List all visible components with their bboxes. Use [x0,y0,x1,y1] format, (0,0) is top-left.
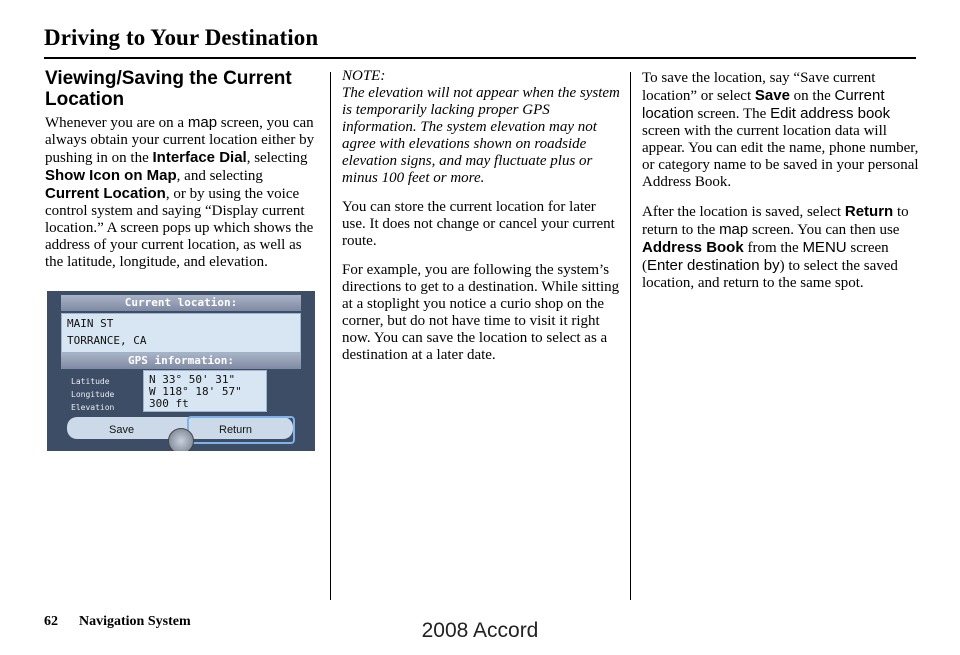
section-heading: Viewing/Saving the Current Location [45,68,292,110]
current-location-screen-term: Current location [642,87,885,122]
longitude-label: Longitude [71,390,115,399]
interface-dial-term: Interface Dial [152,149,247,166]
address-line-1: MAIN ST [67,317,114,330]
save-button[interactable]: Save [109,424,135,436]
column-left [45,68,320,271]
current-location-screenshot [47,291,315,451]
save-location-paragraph: To save the location, say “Save current location” or select Save on the Current location screen. The Edit address book screen with the current location data will appear. You can edit the name, phone number, or category name to be saved in your personal Address Book. [642,70,919,190]
address-line-2: TORRANCE, CA [67,334,147,347]
spacer [642,191,922,203]
elevation-value: 300 ft [149,397,189,410]
latitude-value: N 33° 50' 31" [149,373,236,386]
column-divider-2 [630,72,631,600]
screen-title-bar: Current location: [61,295,301,311]
title-rule [44,57,916,59]
address-panel [61,313,301,353]
longitude-value: W 118° 18' 57" [149,385,242,398]
menu-term: MENU [802,239,847,256]
footer-section-name: Navigation System [79,614,191,629]
address-book-term: Address Book [642,239,744,256]
intro-paragraph: Whenever you are on a map screen, you can always obtain your current location either by pushing in on the Interface Dial, selecting Show Icon on Map, and selecting Current Location, or by using the voice control system and saying “Display current location.” A screen pops up which shows the address of your current location, as well as the latitude, longitude, and elevation. [45,114,315,270]
spacer [342,187,620,199]
gps-title-bar: GPS information: [61,353,301,369]
latitude-label: Latitude [71,377,110,386]
edit-address-book-term: Edit address book [770,105,891,122]
example-paragraph: For example, you are following the system’s directions to get to a destination. While sitting at a stoplight you notice a curio shop on the corner, but do not have time to visit it right now. You can save the location to select as a destination at a later date. [342,262,620,363]
page-number: 62 [44,614,58,629]
enter-destination-by-term: Enter destination by [647,257,780,274]
column-middle [342,68,620,364]
map-term-2: map [719,221,749,238]
column-right [642,70,922,292]
watermark: 2008 Accord [421,619,539,642]
note-label: NOTE: [342,68,386,84]
save-term: Save [754,87,790,104]
show-icon-on-map-term: Show Icon on Map [45,167,177,184]
elevation-label: Elevation [71,403,115,412]
return-term: Return [844,203,894,220]
gps-values-panel [143,370,267,412]
return-button-label: Return [219,424,253,436]
note-text: The elevation will not appear when the system is temporarily lacking proper GPS information. The system elevation may not agree with elevations shown on roadside elevation signs, and may fluctuate plus or minus 100 feet or more. [342,85,620,186]
current-location-term: Current Location [45,185,166,202]
after-saved-paragraph: After the location is saved, select Return to return to the map screen. You can then use Address Book from the MENU screen (Enter destination by) to select the saved location, and return to the same spot. [642,203,909,291]
column-divider-1 [330,72,331,600]
spacer [342,250,620,262]
page-title: Driving to Your Destination [44,25,319,50]
interface-dial-knob [168,428,194,451]
gps-labels [71,375,114,414]
map-term: map [187,114,218,131]
store-location-paragraph: You can store the current location for later use. It does not change or cancel your current route. [342,199,615,249]
